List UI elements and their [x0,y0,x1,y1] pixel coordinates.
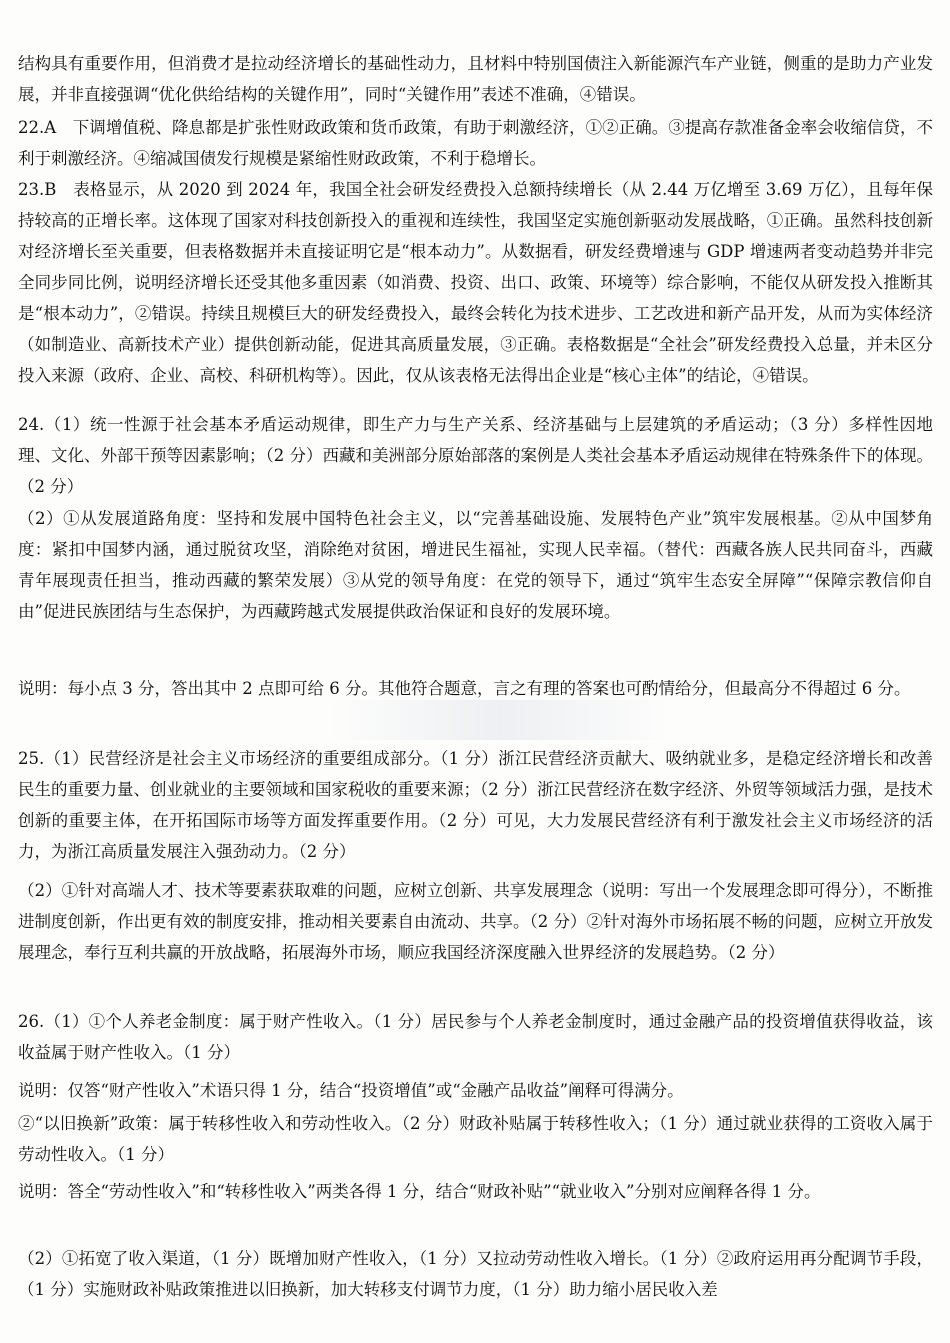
paragraph-q23-answer: 23.B 表格显示，从 2020 到 2024 年，我国全社会研发经费投入总额持续增长（从 2.44 万亿增至 3.69 万亿），且每年保持较高的正增长率。这体现了国家对科技创新投入的重视和连续性，我国坚定实施创新驱动发展战略，①正确。虽然科技创新对经济增长至关重要，但表格数据并未直接证明它是“根本动力”。从数据看，研发经费增速与 GDP 增速两者变动趋势并非完全同步同比例，说明经济增长还受其他多重因素（如消费、投资、出口、政策、环境等）综合影响，不能仅从研发投入推断其是“根本动力”，②错误。持续且规模巨大的研发经费投入，最终会转化为技术进步、工艺改进和新产品开发，从而为实体经济（如制造业、高新技术产业）提供创新动能，促进其高质量发展，③正确。表格数据是“全社会”研发经费投入总量，并未区分投入来源（政府、企业、高校、科研机构等）。因此，仅从该表格无法得出企业是“核心主体”的结论，④错误。 [18,180,933,385]
paragraph-q26-part1-item2: ②“以旧换新”政策：属于转移性收入和劳动性收入。（2 分）财政补贴属于转移性收入；（1 分）通过就业获得的工资收入属于劳动性收入。（1 分） [18,1114,933,1164]
paragraph-q25-part2: （2）①针对高端人才、技术等要素获取难的问题，应树立创新、共享发展理念（说明：写出一个发展理念即可得分），不断推进制度创新，作出更有效的制度安排，推动相关要素自由流动、共享。（2 分）②针对海外市场拓展不畅的问题，应树立开放发展理念，奉行互利共赢的开放战略，拓展海外市场，顺应我国经济深度融入世界经济的发展趋势。（2 分） [18,881,933,962]
paragraph-q25-part1: 25.（1）民营经济是社会主义市场经济的重要组成部分。（1 分）浙江民营经济贡献大、吸纳就业多，是稳定经济增长和改善民生的重要力量、创业就业的主要领域和国家税收的重要来源；（2 分）浙江民营经济在数字经济、外贸等领域活力强，是技术创新的重要主体，在开拓国际市场等方面发挥重要作用。（2 分）可见，大力发展民营经济有利于激发社会主义市场经济的活力，为浙江高质量发展注入强劲动力。（2 分） [18,749,933,861]
paragraph-q26-part2: （2）①拓宽了收入渠道，（1 分）既增加财产性收入，（1 分）又拉动劳动性收入增长。（1 分）②政府运用再分配调节手段，（1 分）实施财政补贴政策推进以旧换新，加大转移支付调节力度，（1 分）助力缩小居民收入差 [18,1249,933,1299]
paragraph-q26-part1-item1: 26.（1）①个人养老金制度：属于财产性收入。（1 分）居民参与个人养老金制度时，通过金融产品的投资增值获得收益，该收益属于财产性收入。（1 分） [18,1012,933,1062]
paragraph-q26-note2: 说明：答全“劳动性收入”和“转移性收入”两类各得 1 分，结合“财政补贴”“就业收入”分别对应阐释各得 1 分。 [18,1182,821,1201]
paragraph-q26-note1: 说明：仅答“财产性收入”术语只得 1 分，结合“投资增值”或“金融产品收益”阐释可得满分。 [18,1081,684,1100]
paragraph-q22-answer: 22.A 下调增值税、降息都是扩张性财政政策和货币政策，有助于刺激经济，①②正确。③提高存款准备金率会收缩信贷，不利于刺激经济。④缩减国债发行规模是紧缩性财政政策，不利于稳增长。 [18,118,933,168]
paragraph-q24-part1: 24.（1）统一性源于社会基本矛盾运动规律，即生产力与生产关系、经济基础与上层建筑的矛盾运动；（3 分）多样性因地理、文化、外部干预等因素影响；（2 分）西藏和美洲部分原始部落的案例是人类社会基本矛盾运动规律在特殊条件下的体现。（2 分） [18,415,933,496]
paragraph-q21-continued: 结构具有重要作用，但消费才是拉动经济增长的基础性动力，且材料中特别国债注入新能源汽车产业链，侧重的是助力产业发展，并非直接强调“优化供给结构的关键作用”，同时“关键作用”表述不准确，④错误。 [18,54,933,104]
paragraph-q24-scoring-note: 说明：每小点 3 分，答出其中 2 点即可给 6 分。其他符合题意，言之有理的答案也可酌情给分，但最高分不得超过 6 分。 [18,679,911,698]
paragraph-q24-part2: （2）①从发展道路角度：坚持和发展中国特色社会主义，以“完善基础设施、发展特色产业”筑牢发展根基。②从中国梦角度：紧扣中国梦内涵，通过脱贫攻坚，消除绝对贫困，增进民生福祉，实现人民幸福。（替代：西藏各族人民共同奋斗，西藏青年展现责任担当，推动西藏的繁荣发展）③从党的领导角度：在党的领导下，通过“筑牢生态安全屏障”“保障宗教信仰自由”促进民族团结与生态保护，为西藏跨越式发展提供政治保证和良好的发展环境。 [18,509,933,621]
scan-watermark-smudge [330,700,670,740]
